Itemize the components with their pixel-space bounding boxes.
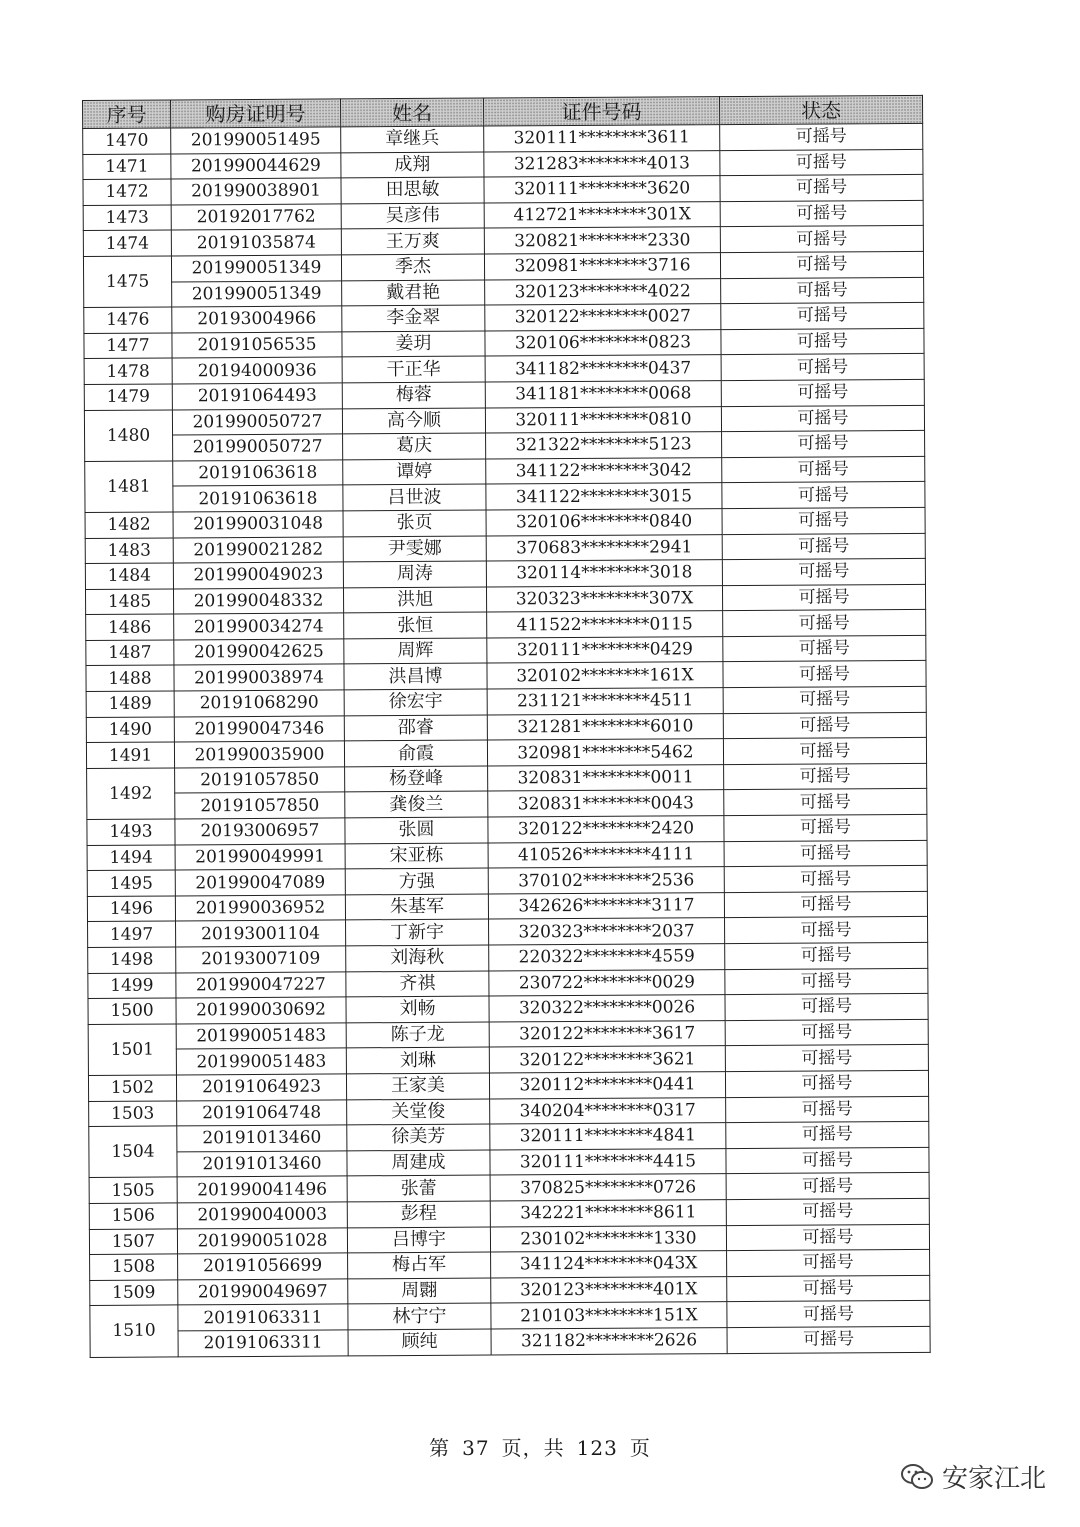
cell-status: 可摇号: [723, 661, 926, 688]
cell-seq: 1506: [89, 1203, 177, 1229]
cell-name: 周辉: [344, 638, 487, 664]
cell-id-number: 320111********3611: [484, 125, 720, 152]
cell-name: 田思敏: [341, 177, 484, 203]
cell-id-number: 342626********3117: [488, 892, 724, 919]
cell-status: 可摇号: [722, 533, 925, 560]
cell-status: 可摇号: [723, 635, 926, 662]
cell-seq: 1495: [87, 870, 175, 896]
cell-certificate: 201990049991: [175, 844, 345, 871]
cell-id-number: 342221********8611: [490, 1200, 726, 1227]
cell-name: 戴君艳: [342, 280, 485, 306]
cell-status: 可摇号: [721, 277, 924, 304]
cell-id-number: 370102********2536: [488, 867, 724, 894]
cell-id-number: 320112********0441: [489, 1072, 725, 1099]
cell-name: 吕世波: [343, 484, 486, 510]
cell-name: 高今顺: [342, 408, 485, 434]
cell-name: 谭婷: [343, 459, 486, 485]
watermark-text: 安家江北: [941, 1464, 1046, 1494]
cell-certificate: 201990042625: [174, 639, 344, 666]
cell-certificate: 20191068290: [174, 690, 344, 717]
cell-id-number: 320123********401X: [491, 1276, 727, 1303]
header-seq: 序号: [83, 100, 171, 129]
cell-status: 可摇号: [724, 763, 927, 790]
cell-name: 尹雯娜: [343, 536, 486, 562]
cell-status: 可摇号: [721, 328, 924, 355]
cell-id-number: 320111********0429: [487, 636, 723, 663]
cell-id-number: 321283********4013: [484, 150, 720, 177]
cell-id-number: 370825********0726: [490, 1174, 726, 1201]
cell-status: 可摇号: [726, 1198, 929, 1225]
cell-status: 可摇号: [720, 226, 923, 253]
cell-seq: 1505: [89, 1177, 177, 1203]
cell-name: 邵睿: [344, 715, 487, 741]
cell-certificate: 201990034274: [174, 613, 344, 640]
cell-seq: 1492: [87, 768, 175, 820]
cell-certificate: 201990047089: [175, 869, 345, 896]
cell-name: 洪旭: [343, 587, 486, 613]
cell-id-number: 321281********6010: [487, 713, 723, 740]
cell-name: 梅占军: [348, 1252, 491, 1278]
cell-seq: 1502: [88, 1075, 176, 1101]
cell-certificate: 20191063618: [173, 460, 343, 487]
cell-seq: 1478: [84, 358, 172, 384]
cell-certificate: 201990036952: [175, 895, 345, 922]
cell-name: 朱基军: [345, 894, 488, 920]
table-body: [83, 123, 930, 1357]
watermark: [900, 1458, 1046, 1495]
cell-seq: 1491: [86, 742, 174, 768]
cell-name: 龚俊兰: [345, 791, 488, 817]
cell-name: 顾纯: [348, 1329, 491, 1355]
cell-certificate: 201990030692: [176, 997, 346, 1024]
cell-name: 周建成: [347, 1150, 490, 1176]
cell-status: 可摇号: [725, 994, 928, 1021]
cell-seq: 1472: [83, 179, 171, 205]
cell-id-number: 412721********301X: [484, 201, 720, 228]
cell-status: 可摇号: [722, 558, 925, 585]
cell-id-number: 340204********0317: [490, 1097, 726, 1124]
cell-certificate: 20191035874: [171, 229, 341, 256]
cell-id-number: 320323********2037: [489, 918, 725, 945]
cell-certificate: 20191013460: [177, 1125, 347, 1152]
cell-name: 章继兵: [341, 126, 484, 152]
cell-seq: 1499: [88, 973, 176, 999]
cell-name: 梅蓉: [342, 382, 485, 408]
cell-id-number: 320102********161X: [487, 662, 723, 689]
cell-certificate: 20192017762: [171, 204, 341, 231]
cell-id-number: 320106********0840: [486, 509, 722, 536]
cell-id-number: 220322********4559: [489, 944, 725, 971]
cell-certificate: 20191057850: [175, 792, 345, 819]
cell-status: 可摇号: [727, 1301, 930, 1328]
cell-seq: 1479: [84, 384, 172, 410]
cell-seq: 1496: [87, 896, 175, 922]
cell-id-number: 321182********2626: [491, 1327, 727, 1354]
cell-id-number: 210103********151X: [491, 1302, 727, 1329]
cell-id-number: 411522********0115: [487, 611, 723, 638]
footer-page-number: 37: [462, 1436, 490, 1460]
cell-certificate: 201990051349: [172, 280, 342, 307]
cell-id-number: 320106********0823: [485, 329, 721, 356]
cell-seq: 1475: [83, 256, 171, 308]
cell-name: 葛庆: [343, 433, 486, 459]
cell-seq: 1490: [86, 717, 174, 743]
cell-id-number: 320981********5462: [487, 739, 723, 766]
cell-status: 可摇号: [722, 430, 925, 457]
cell-id-number: 320111********0810: [485, 406, 721, 433]
cell-certificate: 201990038901: [171, 178, 341, 205]
cell-seq: 1510: [90, 1305, 178, 1357]
table-row: [90, 1326, 930, 1357]
cell-id-number: 341124********043X: [491, 1251, 727, 1278]
cell-name: 张蕾: [347, 1175, 490, 1201]
cell-seq: 1507: [89, 1228, 177, 1254]
cell-certificate: 20191064493: [172, 383, 342, 410]
cell-name: 刘琳: [346, 1047, 489, 1073]
cell-certificate: 20193004966: [172, 306, 342, 333]
cell-id-number: 231121********4511: [487, 688, 723, 715]
cell-seq: 1482: [85, 512, 173, 538]
cell-id-number: 320111********4841: [490, 1123, 726, 1150]
cell-id-number: 320111********3620: [484, 176, 720, 203]
cell-id-number: 321322********5123: [486, 432, 722, 459]
cell-id-number: 320831********0043: [488, 790, 724, 817]
cell-status: 可摇号: [726, 1147, 929, 1174]
cell-status: 可摇号: [723, 712, 926, 739]
cell-name: 李金翠: [342, 305, 485, 331]
cell-id-number: 341122********3042: [486, 457, 722, 484]
cell-seq: 1473: [83, 205, 171, 231]
cell-certificate: 201990050727: [172, 408, 342, 435]
cell-certificate: 20191063311: [178, 1304, 348, 1331]
cell-certificate: 201990047346: [174, 716, 344, 743]
cell-name: 张圆: [345, 817, 488, 843]
cell-status: 可摇号: [727, 1326, 930, 1353]
cell-certificate: 201990049023: [173, 562, 343, 589]
cell-certificate: 201990051028: [177, 1227, 347, 1254]
footer-suffix: 页: [629, 1436, 651, 1460]
cell-status: 可摇号: [721, 405, 924, 432]
cell-certificate: 20191063618: [173, 485, 343, 512]
cell-seq: 1477: [84, 333, 172, 359]
cell-seq: 1494: [87, 845, 175, 871]
cell-status: 可摇号: [720, 123, 923, 150]
cell-name: 徐宏宇: [344, 689, 487, 715]
cell-status: 可摇号: [725, 968, 928, 995]
cell-seq: 1486: [86, 614, 174, 640]
cell-seq: 1497: [88, 921, 176, 947]
cell-status: 可摇号: [725, 1070, 928, 1097]
cell-certificate: 20191057850: [175, 767, 345, 794]
cell-certificate: 201990051483: [176, 1048, 346, 1075]
cell-name: 干正华: [342, 356, 485, 382]
cell-name: 张页: [343, 510, 486, 536]
cell-name: 季杰: [341, 254, 484, 280]
cell-seq: 1484: [85, 563, 173, 589]
cell-certificate: 201990041496: [177, 1176, 347, 1203]
cell-name: 王万爽: [341, 228, 484, 254]
cell-name: 成翔: [341, 152, 484, 178]
cell-certificate: 201990050727: [173, 434, 343, 461]
cell-certificate: 201990051483: [176, 1023, 346, 1050]
cell-status: 可摇号: [720, 149, 923, 176]
cell-certificate: 201990049697: [178, 1279, 348, 1306]
cell-name: 姜玥: [342, 331, 485, 357]
cell-seq: 1498: [88, 947, 176, 973]
cell-certificate: 20193007109: [176, 946, 346, 973]
cell-status: 可摇号: [723, 686, 926, 713]
cell-seq: 1508: [90, 1254, 178, 1280]
cell-status: 可摇号: [725, 942, 928, 969]
cell-status: 可摇号: [726, 1096, 929, 1123]
cell-status: 可摇号: [722, 584, 925, 611]
cell-id-number: 320111********4415: [490, 1148, 726, 1175]
cell-status: 可摇号: [723, 738, 926, 765]
wechat-icon: [900, 1463, 934, 1491]
header-status: 状态: [719, 95, 922, 124]
cell-name: 周涛: [343, 561, 486, 587]
cell-status: 可摇号: [720, 251, 923, 278]
cell-certificate: 20194000936: [172, 357, 342, 384]
cell-name: 吴彦伟: [341, 203, 484, 229]
cell-status: 可摇号: [727, 1275, 930, 1302]
cell-id-number: 320831********0011: [488, 764, 724, 791]
cell-seq: 1489: [86, 691, 174, 717]
cell-certificate: 201990040003: [177, 1202, 347, 1229]
cell-name: 俞霞: [344, 740, 487, 766]
cell-certificate: 20191064923: [176, 1074, 346, 1101]
cell-certificate: 201990044629: [171, 153, 341, 180]
cell-name: 宋亚栋: [345, 843, 488, 869]
cell-id-number: 320821********2330: [484, 227, 720, 254]
cell-status: 可摇号: [721, 303, 924, 330]
cell-id-number: 341122********3015: [486, 483, 722, 510]
cell-name: 刘海秋: [346, 945, 489, 971]
cell-status: 可摇号: [724, 814, 927, 841]
cell-certificate: 20193001104: [176, 920, 346, 947]
cell-name: 周翾: [348, 1278, 491, 1304]
cell-certificate: 20191063311: [178, 1330, 348, 1357]
cell-seq: 1485: [85, 589, 173, 615]
cell-id-number: 320322********0026: [489, 995, 725, 1022]
cell-status: 可摇号: [720, 175, 923, 202]
cell-status: 可摇号: [725, 1019, 928, 1046]
cell-certificate: 201990031048: [173, 511, 343, 538]
cell-status: 可摇号: [724, 789, 927, 816]
cell-name: 洪昌博: [344, 664, 487, 690]
cell-seq: 1500: [88, 998, 176, 1024]
cell-status: 可摇号: [725, 1045, 928, 1072]
cell-certificate: 201990047227: [176, 971, 346, 998]
cell-seq: 1474: [83, 230, 171, 256]
cell-name: 刘畅: [346, 996, 489, 1022]
cell-id-number: 320114********3018: [486, 560, 722, 587]
footer-mid: 页，共: [501, 1436, 565, 1460]
cell-status: 可摇号: [720, 200, 923, 227]
cell-status: 可摇号: [721, 354, 924, 381]
cell-seq: 1471: [83, 154, 171, 180]
cell-name: 杨登峰: [345, 766, 488, 792]
cell-status: 可摇号: [724, 866, 927, 893]
cell-seq: 1493: [87, 819, 175, 845]
cell-name: 齐祺: [346, 971, 489, 997]
footer-total-pages: 123: [576, 1436, 618, 1460]
cell-id-number: 320122********3617: [489, 1020, 725, 1047]
cell-certificate: 20191056535: [172, 332, 342, 359]
cell-certificate: 201990021282: [173, 536, 343, 563]
cell-name: 林宁宁: [348, 1303, 491, 1329]
purchase-list-table: [82, 95, 931, 1358]
cell-certificate: 201990038974: [174, 664, 344, 691]
cell-id-number: 410526********4111: [488, 841, 724, 868]
cell-name: 陈子龙: [346, 1022, 489, 1048]
cell-seq: 1481: [85, 461, 173, 513]
cell-id-number: 320323********307X: [486, 585, 722, 612]
cell-seq: 1483: [85, 537, 173, 563]
cell-certificate: 20193006957: [175, 818, 345, 845]
cell-status: 可摇号: [721, 379, 924, 406]
cell-seq: 1470: [83, 128, 171, 154]
cell-status: 可摇号: [727, 1249, 930, 1276]
cell-seq: 1504: [89, 1126, 177, 1178]
cell-seq: 1488: [86, 665, 174, 691]
header-id-number: 证件号码: [483, 97, 719, 126]
cell-id-number: 341181********0068: [485, 381, 721, 408]
cell-id-number: 320123********4022: [485, 278, 721, 305]
cell-id-number: 320981********3716: [484, 253, 720, 280]
cell-status: 可摇号: [726, 1173, 929, 1200]
cell-name: 关堂俊: [347, 1099, 490, 1125]
cell-name: 徐美芳: [347, 1124, 490, 1150]
cell-status: 可摇号: [724, 891, 927, 918]
cell-id-number: 230722********0029: [489, 969, 725, 996]
cell-status: 可摇号: [726, 1122, 929, 1149]
cell-status: 可摇号: [725, 917, 928, 944]
cell-certificate: 201990051495: [171, 127, 341, 154]
header-name: 姓名: [340, 98, 483, 127]
cell-name: 彭程: [347, 1201, 490, 1227]
cell-id-number: 320122********3621: [489, 1046, 725, 1073]
cell-name: 王家美: [346, 1073, 489, 1099]
cell-certificate: 201990048332: [173, 588, 343, 615]
cell-seq: 1501: [88, 1024, 176, 1076]
cell-certificate: 20191013460: [177, 1151, 347, 1178]
cell-id-number: 230102********1330: [490, 1225, 726, 1252]
cell-name: 吕博宇: [347, 1227, 490, 1253]
cell-seq: 1487: [86, 640, 174, 666]
cell-seq: 1509: [90, 1280, 178, 1306]
cell-seq: 1476: [84, 307, 172, 333]
cell-status: 可摇号: [722, 482, 925, 509]
page-footer: [0, 1432, 1080, 1461]
cell-status: 可摇号: [722, 456, 925, 483]
cell-name: 方强: [345, 868, 488, 894]
cell-certificate: 20191056699: [178, 1253, 348, 1280]
cell-status: 可摇号: [722, 507, 925, 534]
cell-certificate: 201990035900: [174, 741, 344, 768]
cell-id-number: 341182********0437: [485, 355, 721, 382]
cell-id-number: 370683********2941: [486, 534, 722, 561]
cell-seq: 1503: [89, 1101, 177, 1127]
cell-status: 可摇号: [724, 840, 927, 867]
cell-name: 张恒: [344, 612, 487, 638]
cell-status: 可摇号: [723, 610, 926, 637]
cell-id-number: 320122********2420: [488, 816, 724, 843]
cell-certificate: 201990051349: [171, 255, 341, 282]
cell-seq: 1480: [84, 409, 172, 461]
cell-certificate: 20191064748: [177, 1099, 347, 1126]
footer-prefix: 第: [429, 1436, 451, 1460]
cell-name: 丁新宇: [346, 919, 489, 945]
header-certificate-no: 购房证明号: [171, 99, 341, 128]
cell-status: 可摇号: [726, 1224, 929, 1251]
cell-id-number: 320122********0027: [485, 304, 721, 331]
